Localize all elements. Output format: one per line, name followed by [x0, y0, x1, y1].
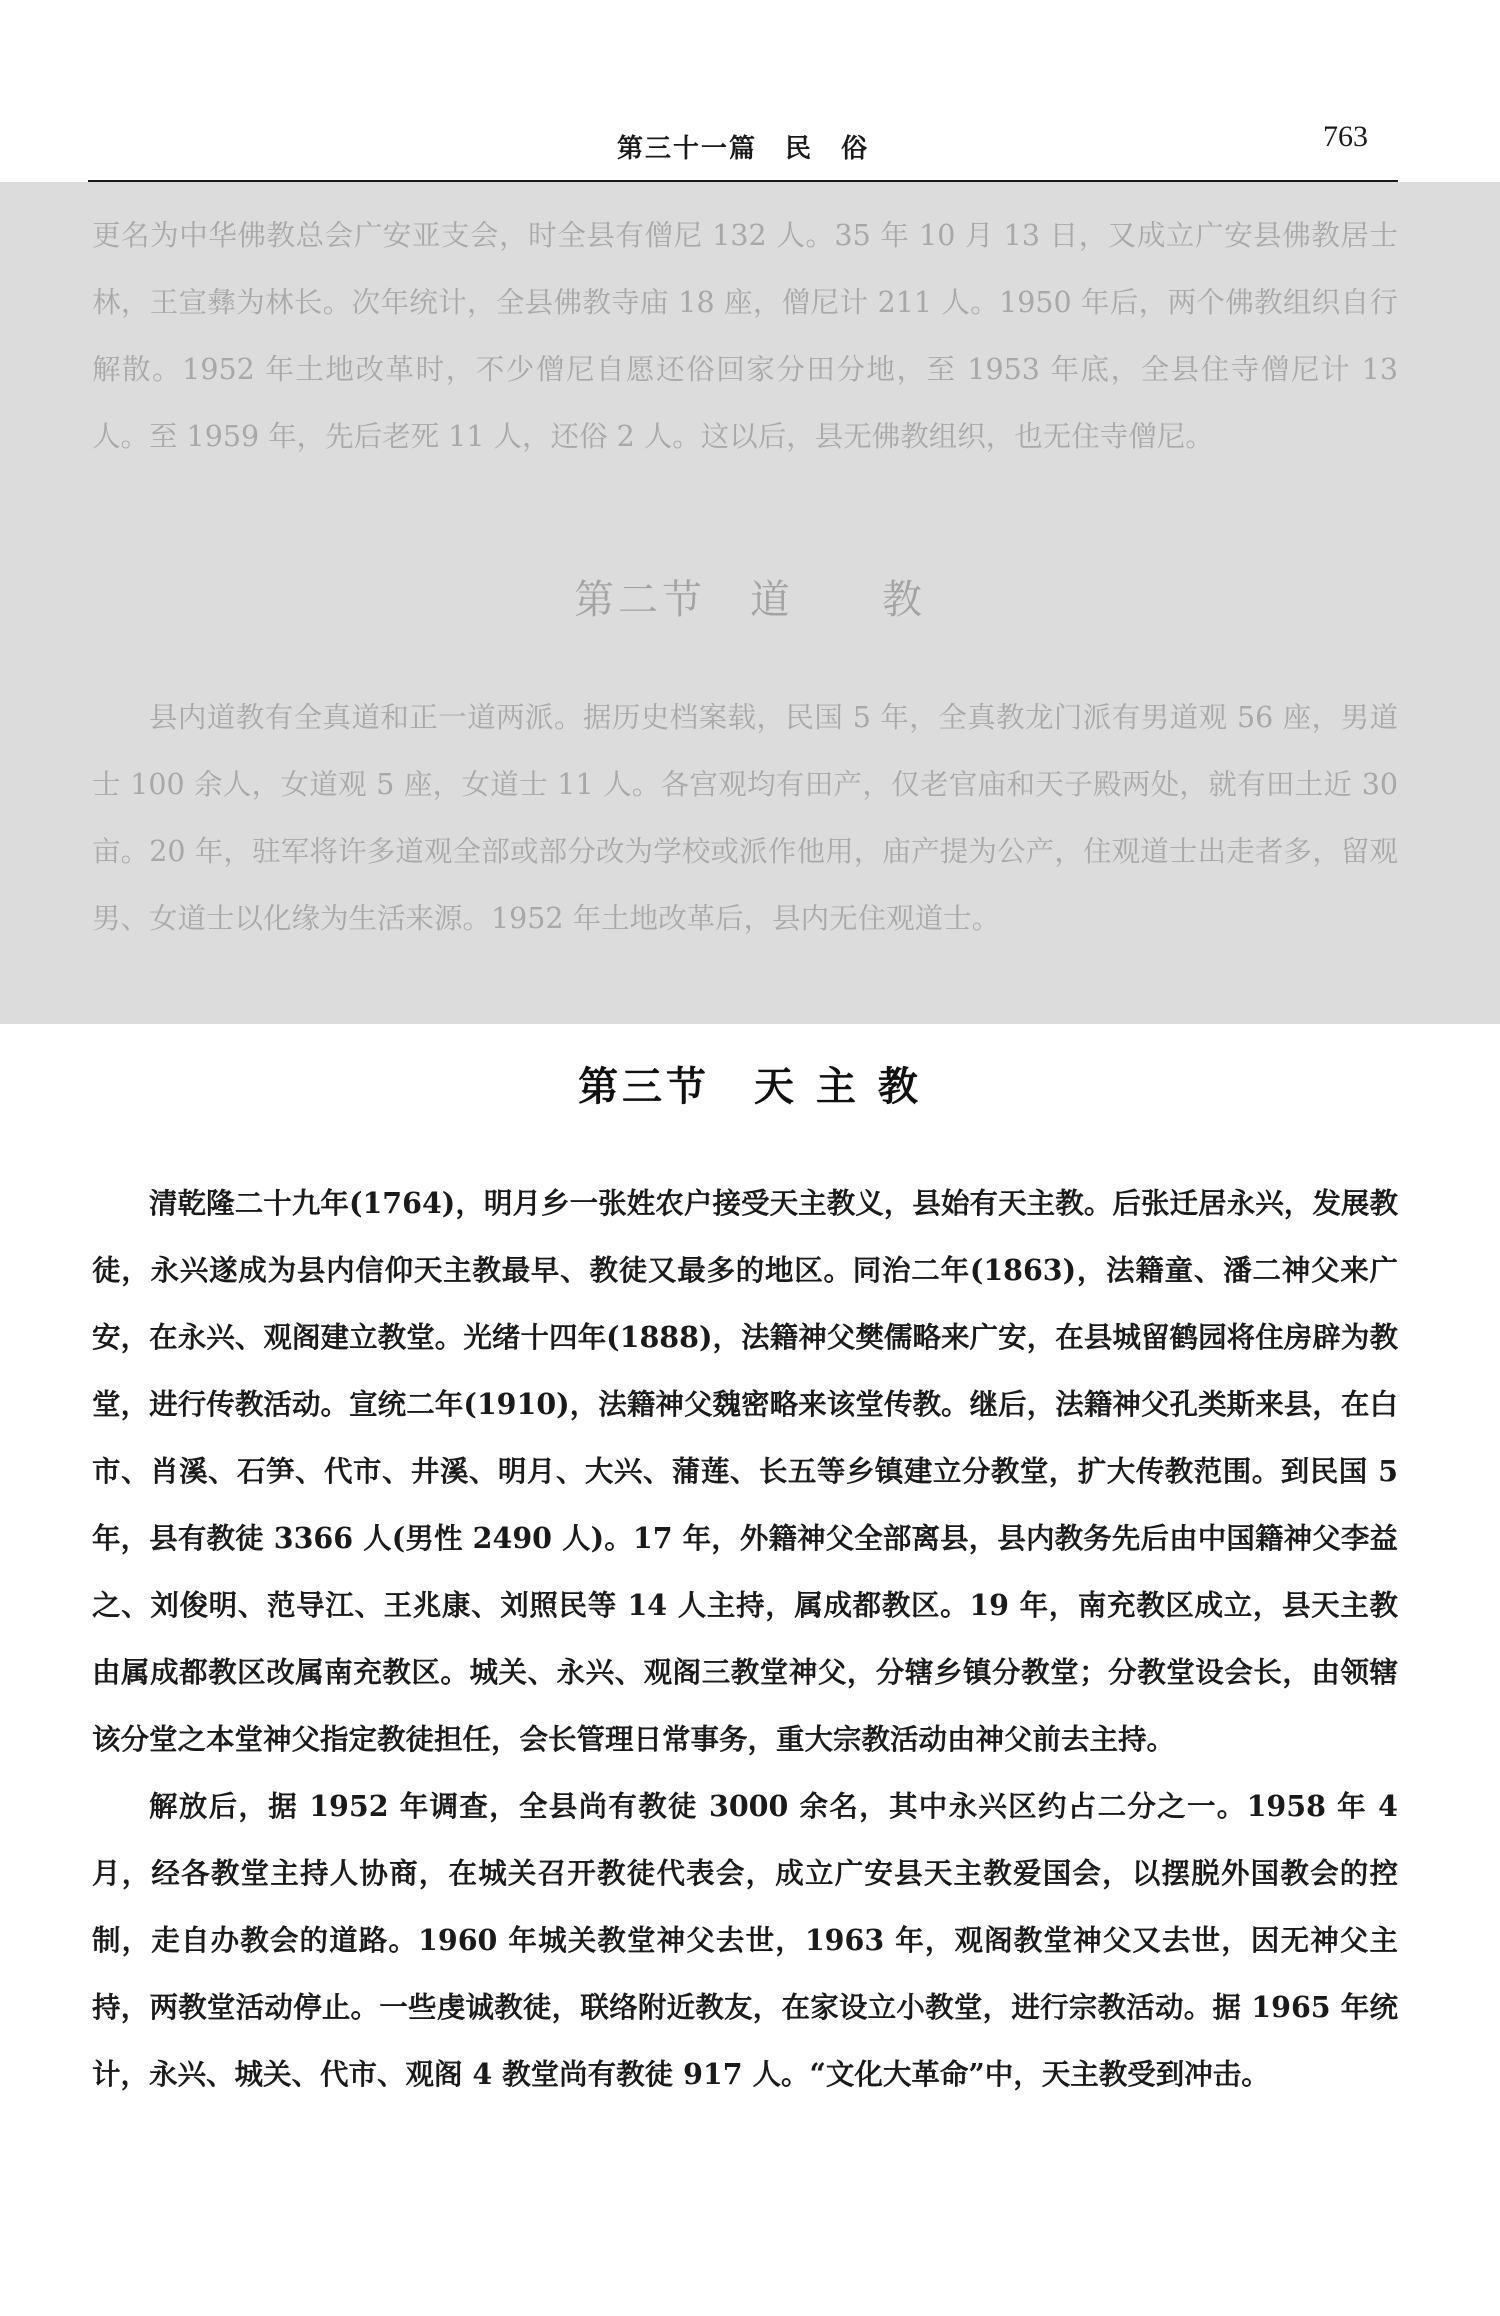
running-title: 第三十一篇 民 俗 [616, 134, 869, 164]
page-number: 763 [1323, 120, 1368, 153]
page-header [88, 120, 1398, 180]
catholicism-paragraph-2: 解放后，据 1952 年调查，全县尚有教徒 3000 余名，其中永兴区约占二分之一。1958 年 4 月，经各教堂主持人协商，在城关召开教徒代表会，成立广安县天主教爱国会，以摆脱外国教会的控制，走自办教会的道路。1960 年城关教堂神父去世，1963 年，观阁教堂神父又去世，因无神父主持，两教堂活动停止。一些虔诚教徒，联络附近教友，在家设立小教堂，进行宗教活动。据 1965 年统计，永兴、城关、代市、观阁 4 教堂尚有教徒 917 人。“文化大革命”中，天主教受到冲击。 [92, 1789, 1398, 2091]
catholicism-paragraph-1: 清乾隆二十九年(1764)，明月乡一张姓农户接受天主教义，县始有天主教。后张迁居永兴，发展教徒，永兴遂成为县内信仰天主教最早、教徒又最多的地区。同治二年(1863)，法籍童、潘二神父来广安，在永兴、观阁建立教堂。光绪十四年(1888)，法籍神父樊儒略来广安，在县城留鹤园将住房辟为教堂，进行传教活动。宣统二年(1910)，法籍神父魏密略来该堂传教。继后，法籍神父孔类斯来县，在白市、肖溪、石笋、代市、井溪、明月、大兴、蒲莲、长五等乡镇建立分教堂，扩大传教范围。到民国 5 年，县有教徒 3366 人(男性 2490 人)。17 年，外籍神父全部离县，县内教务先后由中国籍神父李益之、刘俊明、范导江、王兆康、刘照民等 14 人主持，属成都教区。19 年，南充教区成立，县天主教由属成都教区改属南充教区。城关、永兴、观阁三教堂神父，分辖乡镇分教堂；分教堂设会长，由领辖该分堂之本堂神父指定教徒担任，会长管理日常事务，重大宗教活动由神父前去主持。 [92, 1186, 1398, 1756]
section-3-title: 第三节 天 主 教 [578, 1064, 922, 1110]
faded-region [0, 182, 1500, 1024]
section-2-title: 第二节 道 教 [574, 577, 926, 623]
taoism-paragraph: 县内道教有全真道和正一道两派。据历史档案载，民国 5 年，全真教龙门派有男道观 56 座，男道士 100 余人，女道观 5 座，女道士 11 人。各宫观均有田产，仅老官庙和天子殿两处，就有田土近 30 亩。20 年，驻军将许多道观全部或部分改为学校或派作他用，庙产提为公产，住观道士出走者多，留观男、女道士以化缘为生活来源。1952 年土地改革后，县内无住观道士。 [92, 701, 1398, 935]
catholicism-body [92, 1170, 1398, 2108]
buddhism-paragraph-tail: 更名为中华佛教总会广安亚支会，时全县有僧尼 132 人。35 年 10 月 13 日，又成立广安县佛教居士林，王宣彝为林长。次年统计，全县佛教寺庙 18 座，僧尼计 211 人。1950 年后，两个佛教组织自行解散。1952 年土地改革时，不少僧尼自愿还俗回家分田分地，至 1953 年底，全县住寺僧尼计 13 人。至 1959 年，先后老死 11 人，还俗 2 人。这以后，县无佛教组织，也无住寺僧尼。 [92, 219, 1398, 453]
